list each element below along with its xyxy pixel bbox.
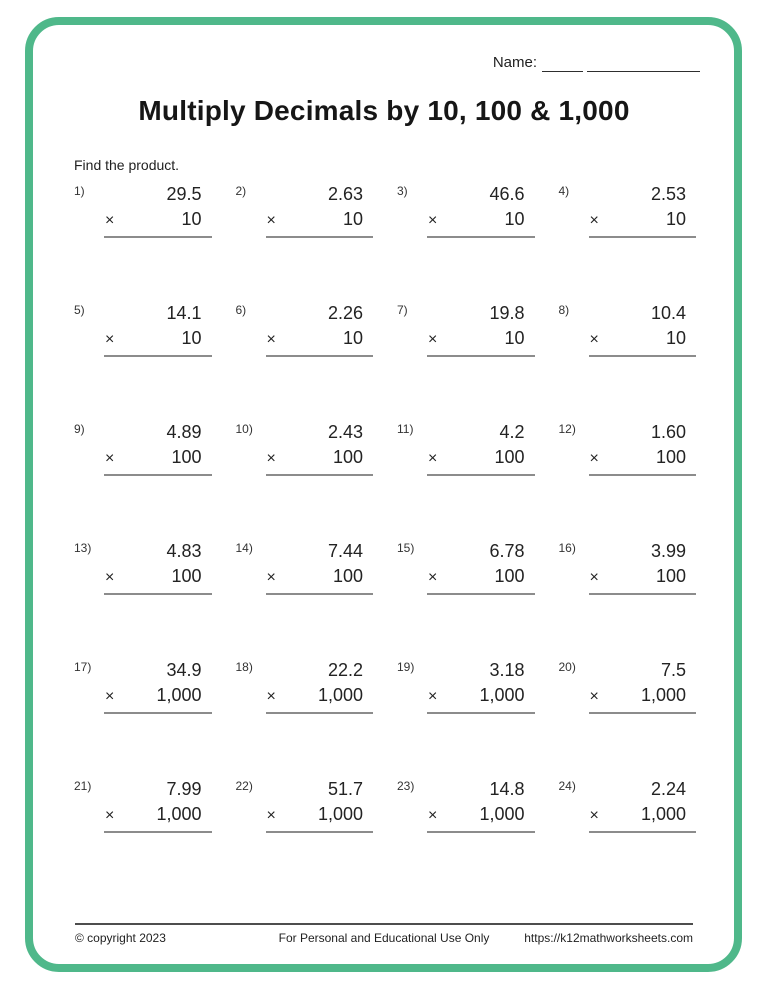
problem-body	[427, 538, 535, 596]
problem	[74, 419, 212, 477]
name-row	[493, 54, 700, 72]
footer-copyright: © copyright 2023	[75, 931, 166, 945]
multiplier-row	[589, 207, 697, 233]
multiplier-row	[427, 207, 535, 233]
multiply-sign: ×	[105, 331, 115, 348]
answer-line	[266, 593, 374, 595]
operand: 4.89	[166, 422, 202, 442]
multiplier-row	[589, 802, 697, 828]
multiply-sign: ×	[428, 212, 438, 229]
name-blank-line	[542, 55, 583, 72]
multiplier: 10	[504, 328, 525, 348]
multiply-sign: ×	[266, 688, 276, 705]
problem-body	[589, 657, 697, 715]
problem-body	[266, 776, 374, 834]
problem-number: 7)	[397, 303, 408, 317]
multiplier-row	[266, 564, 374, 590]
answer-line	[427, 236, 535, 238]
answer-line	[104, 355, 212, 357]
problem	[74, 300, 212, 358]
multiply-sign: ×	[105, 450, 115, 467]
problem-number: 10)	[235, 422, 253, 436]
problem	[236, 657, 374, 715]
operand: 4.2	[499, 422, 525, 442]
problem-body	[427, 300, 535, 358]
multiplier: 1,000	[156, 685, 202, 705]
multiplier-row	[266, 802, 374, 828]
operand: 14.1	[166, 303, 202, 323]
multiplier-row	[104, 802, 212, 828]
problem	[559, 776, 697, 834]
problem	[397, 657, 535, 715]
answer-line	[104, 593, 212, 595]
problem-number: 23)	[397, 779, 415, 793]
multiplier-row	[104, 207, 212, 233]
multiply-sign: ×	[266, 807, 276, 824]
problem-body	[104, 657, 212, 715]
multiplier: 100	[655, 447, 686, 467]
problem-number: 17)	[74, 660, 92, 674]
multiplier-row	[589, 326, 697, 352]
operand: 51.7	[327, 779, 363, 799]
multiplier: 10	[181, 328, 202, 348]
problem	[559, 181, 697, 239]
multiply-sign: ×	[589, 331, 599, 348]
problem	[559, 419, 697, 477]
multiplier-row	[427, 326, 535, 352]
multiply-sign: ×	[589, 807, 599, 824]
problem	[236, 300, 374, 358]
problem-body	[266, 181, 374, 239]
answer-line	[427, 355, 535, 357]
problem	[236, 776, 374, 834]
answer-line	[589, 355, 697, 357]
answer-line	[589, 831, 697, 833]
multiply-sign: ×	[105, 569, 115, 586]
multiplier: 100	[655, 566, 686, 586]
answer-line	[266, 831, 374, 833]
problem-number: 6)	[235, 303, 247, 317]
multiplier-row	[427, 564, 535, 590]
multiplier: 100	[171, 566, 202, 586]
operand: 22.2	[327, 660, 363, 680]
multiplier: 100	[494, 447, 525, 467]
operand: 34.9	[166, 660, 202, 680]
problem	[397, 181, 535, 239]
answer-line	[589, 593, 697, 595]
operand: 2.63	[327, 184, 363, 204]
operand: 46.6	[489, 184, 525, 204]
multiply-sign: ×	[589, 450, 599, 467]
multiplier-row	[427, 683, 535, 709]
operand: 7.44	[327, 541, 363, 561]
answer-line	[589, 236, 697, 238]
problem-number: 3)	[397, 184, 408, 198]
problem-body	[427, 181, 535, 239]
name-label: Name:	[492, 54, 537, 71]
multiply-sign: ×	[266, 212, 276, 229]
operand: 2.24	[650, 779, 686, 799]
problem-body	[589, 419, 697, 477]
problem-number: 20)	[558, 660, 576, 674]
multiplier: 10	[504, 209, 525, 229]
problem-number: 24)	[558, 779, 576, 793]
problem-body	[104, 538, 212, 596]
answer-line	[104, 474, 212, 476]
problem	[236, 181, 374, 239]
multiplier: 1,000	[317, 685, 363, 705]
multiply-sign: ×	[428, 807, 438, 824]
page-title: Multiply Decimals by 10, 100 & 1,000	[138, 95, 630, 126]
problem-number: 21)	[74, 779, 92, 793]
answer-line	[104, 712, 212, 714]
answer-line	[266, 355, 374, 357]
multiply-sign: ×	[105, 212, 115, 229]
instruction-text: Find the product.	[74, 157, 180, 173]
problem	[559, 538, 697, 596]
multiplier: 100	[332, 566, 363, 586]
multiplier: 1,000	[479, 685, 525, 705]
operand: 3.99	[650, 541, 686, 561]
problem-body	[266, 419, 374, 477]
problem	[397, 419, 535, 477]
problem-body	[104, 776, 212, 834]
problem-body	[589, 538, 697, 596]
problem-number: 4)	[558, 184, 570, 198]
answer-line	[266, 474, 374, 476]
operand: 4.83	[166, 541, 202, 561]
multiplier-row	[266, 683, 374, 709]
operand: 19.8	[489, 303, 525, 323]
multiplier: 100	[171, 447, 202, 467]
multiply-sign: ×	[589, 212, 599, 229]
multiply-sign: ×	[428, 569, 438, 586]
problem	[559, 657, 697, 715]
multiplier-row	[104, 445, 212, 471]
problem-number: 1)	[74, 184, 85, 198]
multiplier-row	[104, 326, 212, 352]
multiplier: 1,000	[640, 685, 686, 705]
problem-number: 2)	[235, 184, 247, 198]
problem-body	[266, 300, 374, 358]
multiplier: 10	[181, 209, 202, 229]
answer-line	[427, 831, 535, 833]
problem-body	[589, 300, 697, 358]
problem	[74, 657, 212, 715]
multiply-sign: ×	[589, 688, 599, 705]
problem-body	[104, 181, 212, 239]
operand: 10.4	[650, 303, 686, 323]
problem-number: 18)	[235, 660, 253, 674]
operand: 2.26	[327, 303, 363, 323]
problem-number: 12)	[558, 422, 576, 436]
problem-number: 15)	[397, 541, 415, 555]
problem-body	[427, 776, 535, 834]
answer-line	[427, 712, 535, 714]
footer-url: https://k12mathworksheets.com	[524, 931, 693, 945]
multiply-sign: ×	[428, 450, 438, 467]
problem-number: 13)	[74, 541, 92, 555]
problem-body	[427, 657, 535, 715]
multiplier: 10	[665, 328, 686, 348]
problem	[74, 181, 212, 239]
operand: 3.18	[489, 660, 525, 680]
problem	[236, 419, 374, 477]
multiplier: 100	[494, 566, 525, 586]
answer-line	[104, 831, 212, 833]
problem	[397, 538, 535, 596]
problem-number: 22)	[235, 779, 253, 793]
operand: 2.53	[650, 184, 686, 204]
multiplier-row	[104, 683, 212, 709]
multiplier-row	[427, 802, 535, 828]
multiply-sign: ×	[428, 688, 438, 705]
multiplier: 100	[332, 447, 363, 467]
answer-line	[266, 236, 374, 238]
multiplier: 10	[342, 328, 363, 348]
multiply-sign: ×	[105, 807, 115, 824]
answer-line	[589, 474, 697, 476]
multiplier: 10	[665, 209, 686, 229]
multiplier: 1,000	[317, 804, 363, 824]
problem-body	[266, 657, 374, 715]
multiplier: 10	[342, 209, 363, 229]
answer-line	[427, 474, 535, 476]
multiply-sign: ×	[266, 450, 276, 467]
answer-line	[589, 712, 697, 714]
multiply-sign: ×	[266, 569, 276, 586]
problem-body	[266, 538, 374, 596]
operand: 29.5	[166, 184, 202, 204]
operand: 1.60	[650, 422, 686, 442]
problem-body	[589, 776, 697, 834]
answer-line	[104, 236, 212, 238]
multiplier-row	[589, 683, 697, 709]
problem	[74, 776, 212, 834]
problem	[397, 776, 535, 834]
multiplier-row	[589, 564, 697, 590]
problem-body	[427, 419, 535, 477]
problem	[559, 300, 697, 358]
problem	[74, 538, 212, 596]
multiply-sign: ×	[428, 331, 438, 348]
problem-number: 14)	[235, 541, 253, 555]
multiplier-row	[427, 445, 535, 471]
multiplier-row	[266, 326, 374, 352]
problem-body	[104, 419, 212, 477]
footer-usage-note: For Personal and Educational Use Only	[278, 931, 490, 945]
problem-body	[589, 181, 697, 239]
operand: 6.78	[489, 541, 525, 561]
problem-number: 11)	[397, 422, 414, 436]
multiplier-row	[266, 445, 374, 471]
multiply-sign: ×	[105, 688, 115, 705]
problem-number: 5)	[74, 303, 85, 317]
problem-number: 9)	[74, 422, 85, 436]
multiplier-row	[266, 207, 374, 233]
problems-grid	[74, 181, 696, 834]
multiply-sign: ×	[266, 331, 276, 348]
multiply-sign: ×	[589, 569, 599, 586]
problem-number: 8)	[558, 303, 570, 317]
answer-line	[266, 712, 374, 714]
name-blank-line	[587, 55, 700, 72]
operand: 2.43	[327, 422, 363, 442]
multiplier: 1,000	[479, 804, 525, 824]
problem	[236, 538, 374, 596]
answer-line	[427, 593, 535, 595]
problem	[397, 300, 535, 358]
operand: 7.99	[166, 779, 202, 799]
footer-divider	[75, 923, 693, 925]
footer	[75, 931, 693, 945]
multiplier: 1,000	[640, 804, 686, 824]
problem-number: 16)	[558, 541, 576, 555]
problem-body	[104, 300, 212, 358]
operand: 14.8	[489, 779, 525, 799]
multiplier-row	[104, 564, 212, 590]
multiplier: 1,000	[156, 804, 202, 824]
problem-number: 19)	[397, 660, 415, 674]
operand: 7.5	[660, 660, 686, 680]
multiplier-row	[589, 445, 697, 471]
